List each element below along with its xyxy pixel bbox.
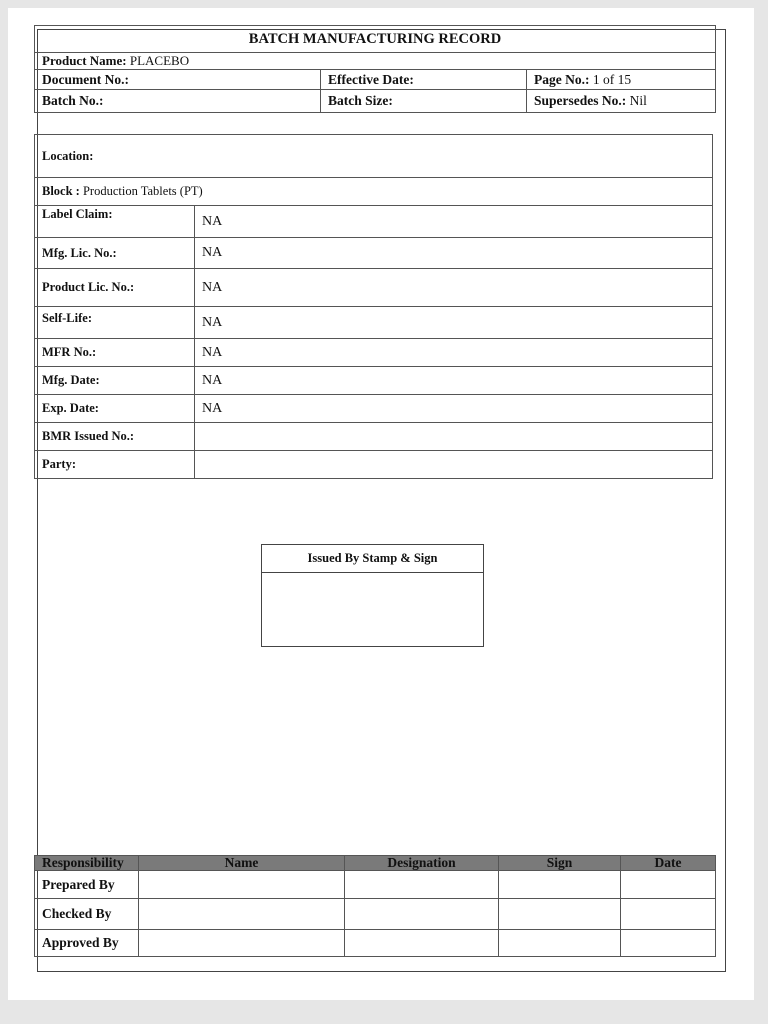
product-lic-no-label: Product Lic. No.: — [35, 269, 195, 307]
supersedes-value: Nil — [629, 93, 647, 108]
prepared-by-name-cell[interactable] — [139, 871, 345, 899]
approved-by-sign-cell[interactable] — [499, 930, 621, 957]
supersedes-cell — [527, 90, 716, 113]
stamp-area[interactable] — [262, 573, 483, 646]
product-name-value: PLACEBO — [129, 53, 190, 68]
batch-no-label: Batch No.: — [35, 90, 321, 113]
label-claim-value: NA — [195, 206, 713, 238]
approval-signature-table — [34, 855, 716, 957]
product-name-cell — [35, 53, 716, 70]
col-sign: Sign — [499, 856, 621, 871]
product-lic-no-value: NA — [195, 269, 713, 307]
col-date: Date — [621, 856, 716, 871]
mfg-lic-no-label: Mfg. Lic. No.: — [35, 238, 195, 269]
approved-by-designation-cell[interactable] — [345, 930, 499, 957]
document-no-label: Document No.: — [35, 70, 321, 90]
block-value: Production Tablets (PT) — [82, 184, 203, 198]
prepared-by-date-cell[interactable] — [621, 871, 716, 899]
mfg-date-value: NA — [195, 367, 713, 395]
checked-by-sign-cell[interactable] — [499, 899, 621, 930]
product-info-table — [34, 134, 713, 479]
label-claim-label: Label Claim: — [35, 206, 195, 238]
table-row — [35, 899, 716, 930]
checked-by-name-cell[interactable] — [139, 899, 345, 930]
self-life-value: NA — [195, 307, 713, 339]
col-responsibility: Responsibility — [35, 856, 139, 871]
page-no-label: Page No.: — [534, 71, 590, 87]
batch-size-label: Batch Size: — [321, 90, 527, 113]
table-row — [35, 930, 716, 957]
exp-date-label: Exp. Date: — [35, 395, 195, 423]
party-value[interactable] — [195, 451, 713, 479]
bmr-issued-no-value[interactable] — [195, 423, 713, 451]
approved-by-date-cell[interactable] — [621, 930, 716, 957]
party-label: Party: — [35, 451, 195, 479]
mfg-date-label: Mfg. Date: — [35, 367, 195, 395]
product-name-label: Product Name: — [42, 53, 127, 68]
effective-date-label: Effective Date: — [321, 70, 527, 90]
header-table — [34, 25, 716, 113]
exp-date-value: NA — [195, 395, 713, 423]
checked-by-date-cell[interactable] — [621, 899, 716, 930]
self-life-label: Self-Life: — [35, 307, 195, 339]
block-cell — [35, 178, 713, 206]
block-label: Block : — [42, 184, 80, 198]
approved-by-label: Approved By — [35, 930, 139, 957]
page-no-cell — [527, 70, 716, 90]
prepared-by-designation-cell[interactable] — [345, 871, 499, 899]
approved-by-name-cell[interactable] — [139, 930, 345, 957]
prepared-by-label: Prepared By — [35, 871, 139, 899]
stamp-box — [261, 544, 484, 647]
bmr-issued-no-label: BMR Issued No.: — [35, 423, 195, 451]
location-label: Location: — [35, 135, 713, 178]
checked-by-designation-cell[interactable] — [345, 899, 499, 930]
mfr-no-value: NA — [195, 339, 713, 367]
col-designation: Designation — [345, 856, 499, 871]
supersedes-label: Supersedes No.: — [534, 93, 627, 108]
table-row — [35, 871, 716, 899]
mfr-no-label: MFR No.: — [35, 339, 195, 367]
prepared-by-sign-cell[interactable] — [499, 871, 621, 899]
document-title: BATCH MANUFACTURING RECORD — [35, 26, 716, 53]
mfg-lic-no-value: NA — [195, 238, 713, 269]
col-name: Name — [139, 856, 345, 871]
page-no-value: 1 of 15 — [592, 71, 632, 87]
stamp-heading: Issued By Stamp & Sign — [262, 545, 483, 573]
checked-by-label: Checked By — [35, 899, 139, 930]
